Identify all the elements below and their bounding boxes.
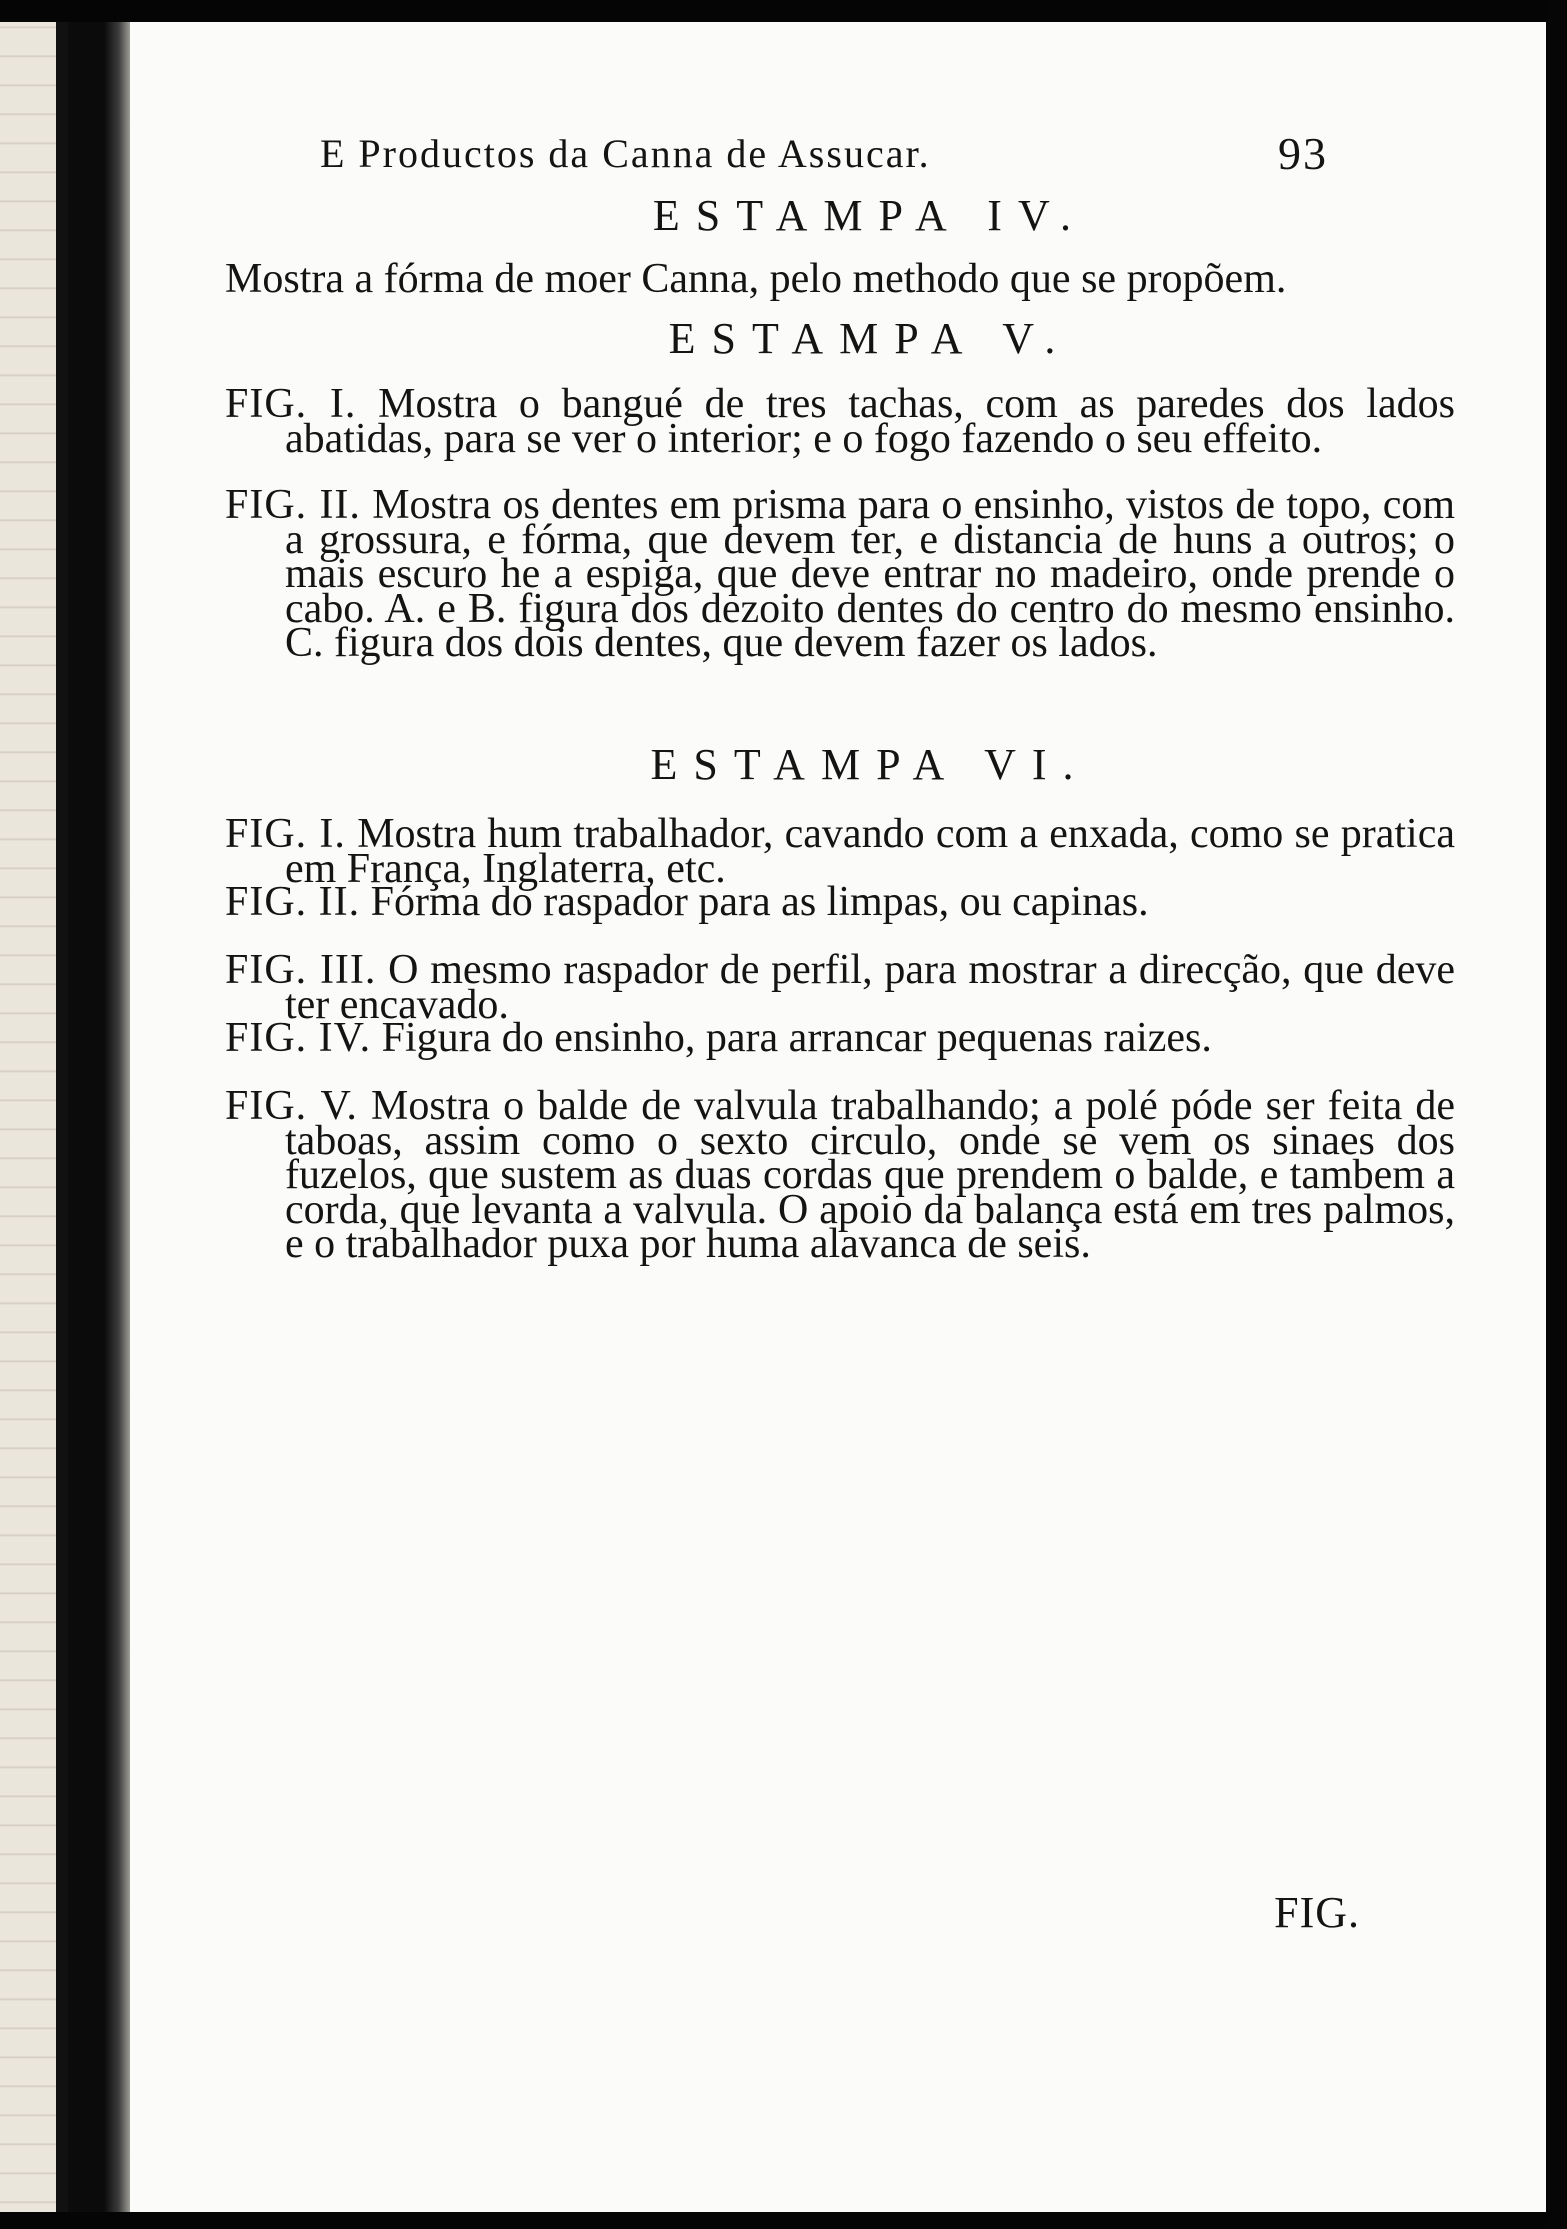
plate-iv-description <box>225 256 1455 302</box>
figure-label: FIG. III. <box>225 947 377 993</box>
scan-border-top <box>0 0 1567 22</box>
plate-v-fig-i <box>225 381 1456 462</box>
book-page <box>130 22 1546 2212</box>
plate-vi-fig-iv <box>225 1015 1455 1061</box>
page-number: 93 <box>1278 128 1328 179</box>
plate-v-fig-ii <box>225 482 1456 666</box>
figure-label: FIG. V. <box>225 1083 358 1129</box>
figure-label: FIG. II. <box>225 482 361 528</box>
figure-description: Figura do ensinho, para arrancar pequenas raizes. <box>381 1015 1212 1061</box>
figure-description: Mostra os dentes em prisma para o ensinho, vistos de topo, com a grossura, e fórma, que devem ter, e distancia de huns a outros; o mais escuro he a espiga, que deve entrar no madeiro, onde prende o cabo. A. e B. figura dos dezoito dentes do centro do mesmo ensinho. C. figura dos dois dentes, que devem fazer os lados. <box>285 482 1456 666</box>
figure-label: FIG. I. <box>225 811 346 857</box>
scan-border-right <box>1546 0 1567 2229</box>
plate-vi-fig-i <box>225 811 1456 892</box>
figure-description: Mostra o bangué de tres tachas, com as paredes dos lados abatidas, para se ver o interior; e o fogo fazendo o seu effeito. <box>285 381 1456 462</box>
scan-border-bottom <box>0 2212 1567 2229</box>
book-gutter <box>68 22 130 2212</box>
figure-description: O mesmo raspador de perfil, para mostrar a direcção, que deve ter encavado. <box>285 947 1455 1028</box>
facing-page-edge <box>0 0 68 2229</box>
plate-vi-fig-v <box>225 1083 1455 1267</box>
catchword: FIG. <box>1274 1888 1360 1937</box>
figure-description: Mostra a fórma de moer Canna, pelo methodo que se propõem. <box>225 256 1287 302</box>
section-heading-estampa-v: ESTAMPA V. <box>668 314 1072 363</box>
plate-vi-fig-ii <box>225 879 1455 925</box>
figure-label: FIG. II. <box>225 879 361 925</box>
section-heading-estampa-iv: ESTAMPA IV. <box>652 191 1088 240</box>
figure-label: FIG. IV. <box>225 1015 372 1061</box>
figure-description: Fórma do raspador para as limpas, ou capinas. <box>370 879 1149 925</box>
running-head-title: E Productos da Canna de Assucar. <box>320 131 931 176</box>
plate-vi-fig-iii <box>225 947 1455 1028</box>
figure-description: Mostra o balde de valvula trabalhando; a polé póde ser feita de taboas, assim como o sexto circulo, onde se vem os sinaes dos fuzelos, que sustem as duas cordas que prendem o balde, e tambem a corda, que levanta a valvula. O apoio da balança está em tres palmos, e o trabalhador puxa por huma alavanca de seis. <box>285 1083 1455 1267</box>
figure-label: FIG. I. <box>225 381 357 427</box>
section-heading-estampa-vi: ESTAMPA VI. <box>650 740 1090 789</box>
figure-description: Mostra hum trabalhador, cavando com a enxada, como se pratica em França, Inglaterra, etc. <box>285 811 1456 892</box>
